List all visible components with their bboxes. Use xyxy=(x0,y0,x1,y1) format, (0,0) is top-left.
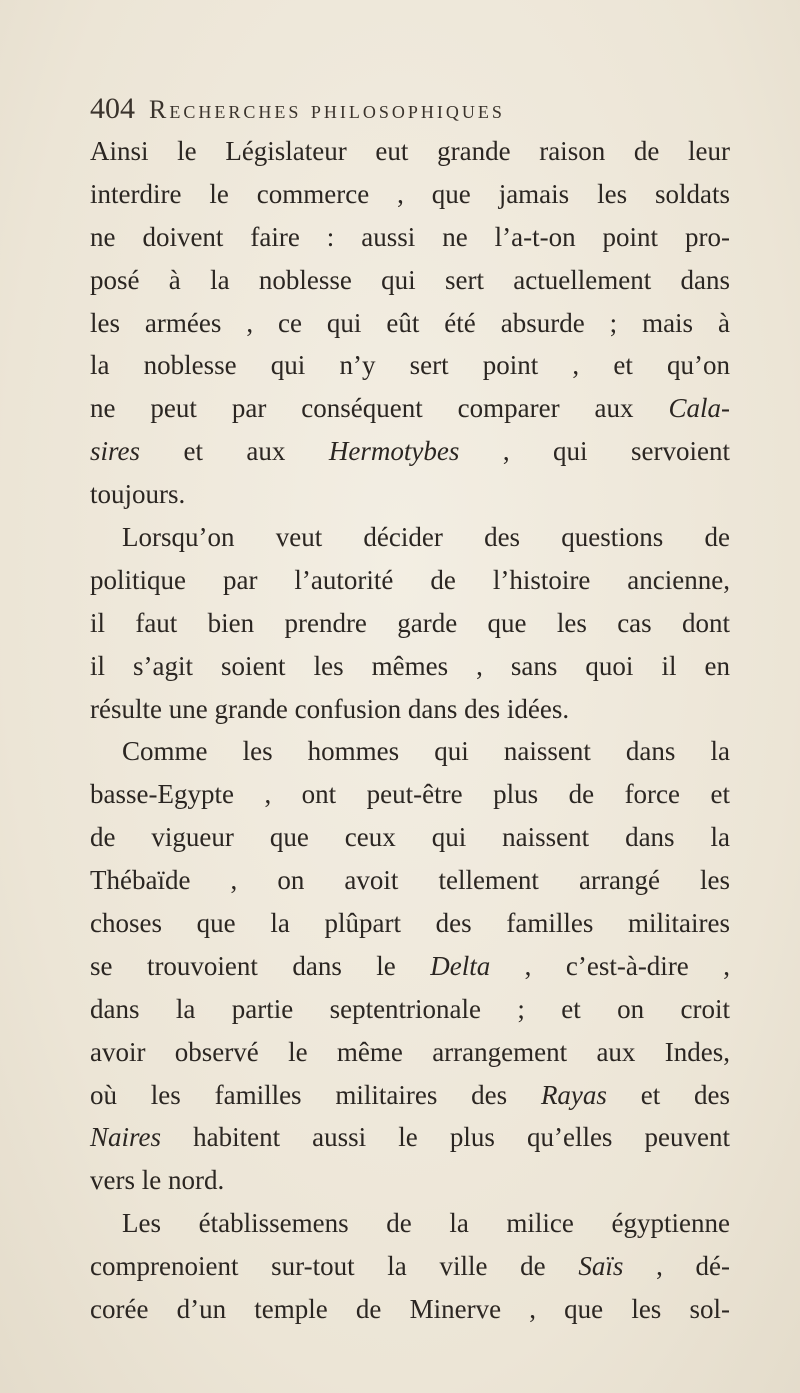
text-line-10: Lorsqu’on veut décider des questions de xyxy=(122,522,730,553)
text-line-11: politique par l’autorité de l’histoire ancienne, xyxy=(90,564,730,595)
italic-term: Delta xyxy=(430,950,491,981)
text-run: et aux xyxy=(140,436,329,467)
page-number: 404 xyxy=(90,92,135,125)
italic-term: Rayas xyxy=(540,1079,607,1110)
italic-term: Cala- xyxy=(668,393,730,424)
text-line-25: vers le nord. xyxy=(90,1165,225,1196)
text-run: comprenoient sur-tout la ville de xyxy=(90,1251,579,1282)
italic-term: Naires xyxy=(90,1122,162,1153)
text-run: , qui servoient xyxy=(459,436,730,467)
text-line-15: Comme les hommes qui naissent dans la xyxy=(122,736,730,767)
text-line-3: ne doivent faire : aussi ne l’a-t-on point pro- xyxy=(90,221,730,252)
text-line-22: avoir observé le même arrangement aux Indes, xyxy=(90,1036,730,1067)
text-line-26: Les établissemens de la milice égyptienne xyxy=(122,1208,730,1239)
text-line-27 xyxy=(90,1245,730,1288)
text-line-21: dans la partie septentrionale ; et on croit xyxy=(90,993,730,1024)
text-run: ne peut par conséquent comparer aux xyxy=(90,393,669,424)
text-run: habitent aussi le plus qu’elles peuvent xyxy=(161,1122,730,1153)
text-line-8 xyxy=(90,430,730,473)
text-line-19: choses que la plûpart des familles militaires xyxy=(90,908,730,939)
text-line-9: toujours. xyxy=(90,479,186,510)
text-line-17: de vigueur que ceux qui naissent dans la xyxy=(90,822,730,853)
text-line-12: il faut bien prendre garde que les cas dont xyxy=(90,607,730,638)
text-line-7 xyxy=(90,387,730,430)
text-line-23 xyxy=(90,1074,730,1117)
text-run: où les familles militaires des xyxy=(90,1079,541,1110)
text-line-5: les armées , ce qui eût été absurde ; mais à xyxy=(90,307,730,338)
text-line-16: basse-Egypte , ont peut-être plus de force et xyxy=(90,779,730,810)
italic-term: Hermotybes xyxy=(328,436,460,467)
text-line-2: interdire le commerce , que jamais les soldats xyxy=(90,178,730,209)
text-run: et des xyxy=(606,1079,730,1110)
text-run: , dé- xyxy=(623,1251,730,1282)
text-line-14: résulte une grande confusion dans des idées. xyxy=(90,693,570,724)
text-line-28: corée d’un temple de Minerve , que les sol- xyxy=(90,1294,730,1325)
text-run: , c’est-à-dire , xyxy=(490,950,730,981)
body-text xyxy=(90,130,730,1331)
running-title: Recherches philosophiques xyxy=(149,95,505,124)
italic-term: Saïs xyxy=(578,1251,624,1282)
text-line-18: Thébaïde , on avoit tellement arrangé les xyxy=(90,865,730,896)
text-line-1: Ainsi le Législateur eut grande raison de leur xyxy=(90,136,730,166)
text-line-6: la noblesse qui n’y sert point , et qu’on xyxy=(90,350,730,381)
text-line-20 xyxy=(90,945,730,988)
text-line-4: posé à la noblesse qui sert actuellement dans xyxy=(90,264,730,295)
italic-term: sires xyxy=(90,436,141,467)
page-header xyxy=(90,92,730,126)
text-line-24 xyxy=(90,1116,730,1159)
text-line-13: il s’agit soient les mêmes , sans quoi il en xyxy=(90,650,730,681)
text-run: se trouvoient dans le xyxy=(90,950,431,981)
